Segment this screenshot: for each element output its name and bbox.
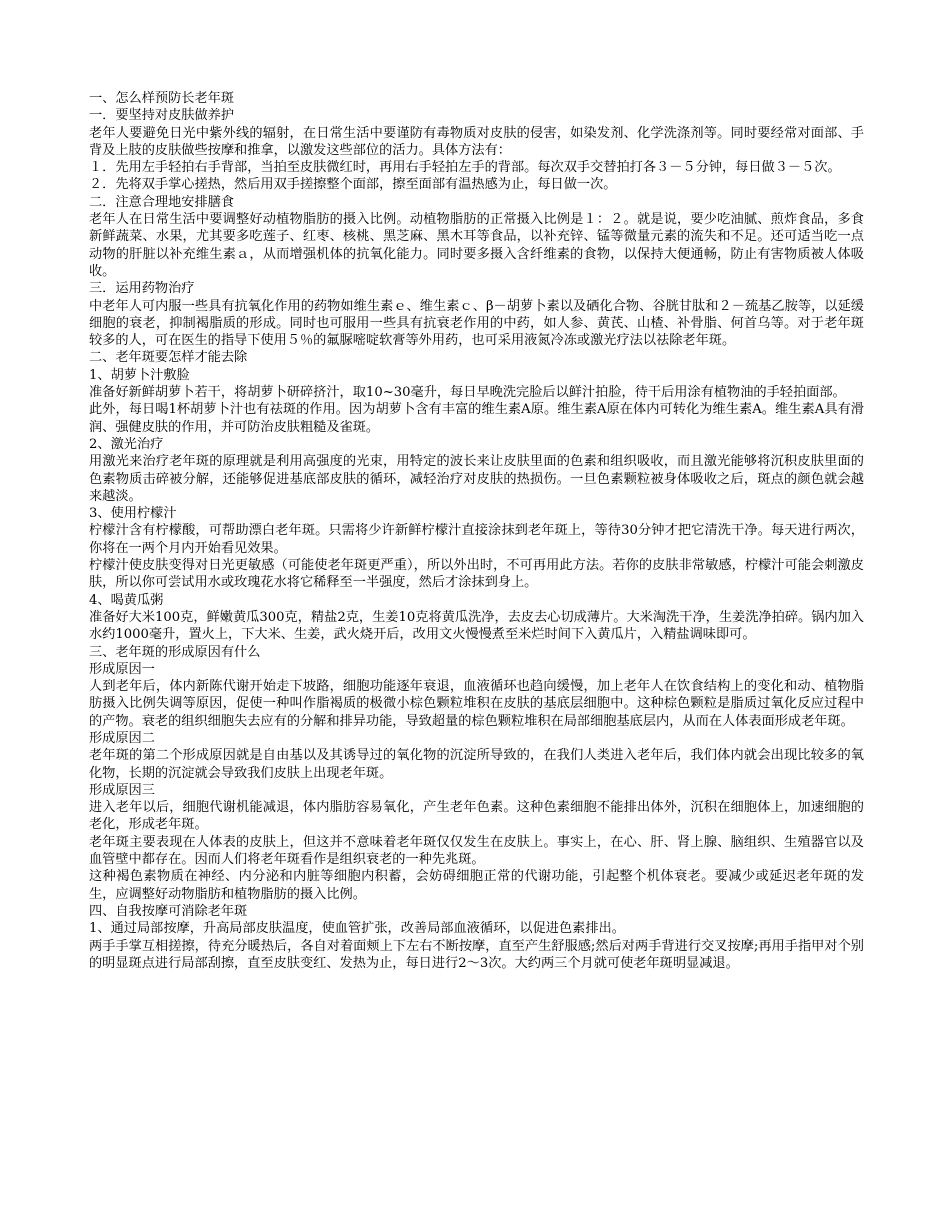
subsection-heading: 4、喝黄瓜粥: [89, 592, 164, 608]
subsection-heading: 二．注意合理地安排膳食: [89, 194, 235, 210]
section-heading: 三、老年斑的形成原因有什么: [89, 644, 261, 660]
paragraph: 人到老年后，体内新陈代谢开始走下坡路，细胞功能逐年衰退，血液循环也趋向缓慢，加上老年人在饮食结构上的变化和动、植物脂肪摄入比例失调等原因，促使一种叫作脂褐质的极微小棕色颗粒堆积在皮肤的基底层细胞中。这种棕色颗粒是脂质过氧化反应过程中的产物。衰老的组织细胞失去应有的分解和排异功能，导致超量的棕色颗粒堆积在局部细胞基底层内，从而在人体表面形成老年斑。: [89, 679, 864, 729]
subsection-heading: 1、胡萝卜汁敷脸: [89, 367, 190, 383]
subsection-heading: 形成原因一: [89, 661, 155, 677]
subsection-heading: 三．运用药物治疗: [89, 281, 195, 297]
paragraph: ２．先将双手掌心搓热，然后用双手搓擦整个面部，擦至面部有温热感为止，每日做一次。: [89, 177, 617, 193]
paragraph: 柠檬汁使皮肤变得对日光更敏感（可能使老年斑更严重），所以外出时，不可再用此方法。若你的皮肤非常敏感，柠檬汁可能会刺激皮肤，所以你可尝试用水或玫瑰花水将它稀释至一半强度，然后才涂抹到身上。: [89, 558, 864, 591]
paragraph: １．先用左手轻拍右手背部，当拍至皮肤微红时，再用右手轻拍左手的背部。每次双手交替拍打各３－５分钟，每日做３－５次。: [89, 160, 841, 176]
paragraph: 柠檬汁含有柠檬酸，可帮助漂白老年斑。只需将少许新鲜柠檬汁直接涂抹到老年斑上，等待30分钟才把它清洗干净。每天进行两次，你将在一两个月内开始看见效果。: [89, 523, 864, 556]
subsection-heading: 形成原因三: [89, 782, 155, 798]
paragraph: 老年人在日常生活中要调整好动植物脂肪的摄入比例。动植物脂肪的正常摄入比例是１：２。就是说，要少吃油腻、煎炸食品，多食新鲜蔬菜、水果，尤其要多吃莲子、红枣、核桃、黑芝麻、黑木耳等食品，以补充锌、锰等微量元素的流失和不足。还可适当吃一点动物的肝脏以补充维生素ａ，从而增强机体的抗氧化能力。同时要多摄入含纤维素的食物，以保持大便通畅，防止有害物质被人体吸收。: [89, 212, 864, 279]
subsection-heading: 3、使用柠檬汁: [89, 506, 177, 522]
section-heading: 二、老年斑要怎样才能去除: [89, 350, 248, 366]
paragraph: 中老年人可内服一些具有抗氧化作用的药物如维生素ｅ、维生素ｃ、β－胡萝卜素以及硒化合物、谷胱甘肽和２－巯基乙胺等，以延缓细胞的衰老，抑制褐脂质的形成。同时也可服用一些具有抗衰老作用的中药，如人参、黄芪、山楂、补骨脂、何首乌等。对于老年斑较多的人，可在医生的指导下使用５％的氟脲嘧啶软膏等外用药，也可采用液氮冷冻或激光疗法以祛除老年斑。: [89, 298, 864, 349]
paragraph: 老年斑的第二个形成原因就是自由基以及其诱导过的氧化物的沉淀所导致的，在我们人类进入老年后，我们体内就会出现比较多的氧化物，长期的沉淀就会导致我们皮肤上出现老年斑。: [89, 748, 864, 781]
paragraph: 此外，每日喝1杯胡萝卜汁也有祛斑的作用。因为胡萝卜含有丰富的维生素A原。维生素A原在体内可转化为维生素A。维生素A具有滑润、强健皮肤的作用，并可防治皮肤粗糙及雀斑。: [89, 402, 864, 435]
subsection-heading: 形成原因二: [89, 730, 155, 746]
subsection-heading: 一．要坚持对皮肤做养护: [89, 108, 235, 124]
paragraph: 老年人要避免日光中紫外线的辐射，在日常生活中要谨防有毒物质对皮肤的侵害，如染发剂、化学洗涤剂等。同时要经常对面部、手背及上肢的皮肤做些按摩和推拿，以激发这些部位的活力。具体方法有：: [89, 125, 864, 158]
paragraph: 两手手掌互相搓擦，待充分暖热后，各自对着面颊上下左右不断按摩，直至产生舒服感;然后对两手背进行交叉按摩;再用手指甲对个别的明显斑点进行局部刮擦，直至皮肤变红、发热为止，每日进行2～3次。大约两三个月就可使老年斑明显减退。: [89, 938, 864, 971]
paragraph: 1、通过局部按摩，升高局部皮肤温度，使血管扩张，改善局部血液循环，以促进色素排出。: [89, 921, 625, 937]
paragraph: 用激光来治疗老年斑的原理就是利用高强度的光束，用特定的波长来让皮肤里面的色素和组织吸收，而且激光能够将沉积皮肤里面的色素物质击碎被分解，还能够促进基底部皮肤的循环，减轻治疗对皮肤的热损伤。一旦色素颗粒被身体吸收之后，斑点的颜色就会越来越淡。: [89, 454, 864, 504]
paragraph: 这种褐色素物质在神经、内分泌和内脏等细胞内积蓄，会妨碍细胞正常的代谢功能，引起整个机体衰老。要减少或延迟老年斑的发生，应调整好动物脂肪和植物脂肪的摄入比例。: [89, 869, 864, 902]
subsection-heading: 2、激光治疗: [89, 436, 164, 452]
paragraph: 老年斑主要表现在人体表的皮肤上，但这并不意味着老年斑仅仅发生在皮肤上。事实上，在心、肝、肾上腺、脑组织、生殖器官以及血管壁中都存在。因而人们将老年斑看作是组织衰老的一种先兆斑。: [89, 834, 864, 868]
paragraph: 准备好大米100克，鲜嫩黄瓜300克，精盐2克，生姜10克将黄瓜洗净，去皮去心切成薄片。大米淘洗干净，生姜洗净拍碎。锅内加入水约1000毫升，置火上，下大米、生姜，武火烧开后，改用文火慢慢煮至米烂时间下入黄瓜片，入精盐调味即可。: [89, 609, 864, 643]
section-heading: 四、自我按摩可消除老年斑: [89, 903, 248, 919]
section-heading: 一、怎么样预防长老年斑: [89, 91, 235, 106]
paragraph: 进入老年以后，细胞代谢机能减退，体内脂肪容易氧化，产生老年色素。这种色素细胞不能排出体外，沉积在细胞体上，加速细胞的老化，形成老年斑。: [89, 800, 864, 833]
document-body: [89, 90, 864, 972]
paragraph: 准备好新鲜胡萝卜若干，将胡萝卜研碎挤汁，取10~30毫升，每日早晚洗完脸后以鲜汁拍脸，待干后用涂有植物油的手轻拍面部。: [89, 385, 846, 401]
